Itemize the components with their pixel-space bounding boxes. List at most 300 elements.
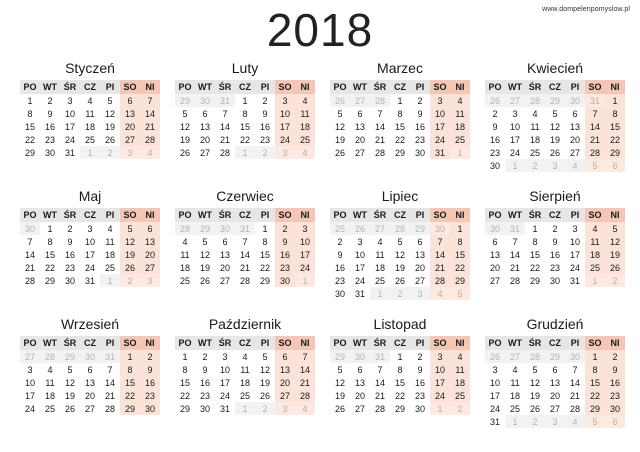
weekday-header: CZ bbox=[80, 208, 100, 222]
week-row bbox=[485, 120, 625, 133]
day-cell: 29 bbox=[450, 274, 470, 287]
weekday-header: NI bbox=[140, 80, 160, 94]
week-row bbox=[485, 248, 625, 261]
weekday-header: WT bbox=[505, 336, 525, 350]
week-row bbox=[175, 248, 315, 261]
week-row bbox=[20, 376, 160, 389]
adjacent-month-day: 2 bbox=[255, 402, 275, 415]
day-cell: 17 bbox=[64, 121, 75, 132]
month-name: Wrzesień bbox=[60, 316, 120, 332]
day-cell: 30 bbox=[414, 403, 425, 414]
week-row bbox=[330, 235, 470, 248]
adjacent-month-day: 3 bbox=[140, 274, 160, 287]
day-cell: 26 bbox=[120, 261, 140, 274]
day-cell: 7 bbox=[512, 236, 518, 247]
weekday-header: ŚR bbox=[370, 80, 390, 94]
day-cell: 29 bbox=[259, 275, 270, 286]
day-cell: 13 bbox=[354, 121, 365, 132]
day-cell: 4 bbox=[47, 364, 53, 375]
day-cell: 8 bbox=[47, 236, 53, 247]
day-cell: 27 bbox=[549, 403, 560, 414]
adjacent-month-day: 25 bbox=[330, 222, 350, 235]
weekday-header: ŚR bbox=[215, 80, 235, 94]
day-cell: 19 bbox=[334, 134, 345, 145]
day-cell: 20 bbox=[489, 262, 500, 273]
week-row bbox=[175, 133, 315, 146]
weekday-header: SO bbox=[120, 208, 140, 222]
week-row bbox=[485, 389, 625, 402]
weekday-header: WT bbox=[350, 80, 370, 94]
adjacent-month-day: 28 bbox=[370, 94, 390, 107]
day-cell: 2 bbox=[275, 222, 295, 235]
day-cell: 25 bbox=[104, 262, 115, 273]
day-cell: 29 bbox=[605, 146, 625, 159]
day-cell: 26 bbox=[179, 147, 190, 158]
adjacent-month-day: 31 bbox=[215, 94, 235, 107]
week-row bbox=[330, 146, 470, 159]
day-cell: 23 bbox=[489, 147, 500, 158]
day-cell: 26 bbox=[334, 147, 345, 158]
day-cell: 1 bbox=[585, 350, 605, 363]
day-cell: 13 bbox=[120, 107, 140, 120]
day-cell: 16 bbox=[549, 249, 560, 260]
day-cell: 16 bbox=[275, 248, 295, 261]
day-cell: 27 bbox=[354, 403, 365, 414]
adjacent-month-day: 31 bbox=[505, 222, 525, 235]
week-row bbox=[175, 402, 315, 415]
day-cell: 26 bbox=[259, 390, 270, 401]
day-cell: 15 bbox=[44, 249, 55, 260]
day-cell: 14 bbox=[569, 377, 580, 388]
weekday-header: WT bbox=[195, 80, 215, 94]
day-cell: 30 bbox=[605, 402, 625, 415]
day-cell: 20 bbox=[275, 376, 295, 389]
day-cell: 9 bbox=[275, 235, 295, 248]
day-cell: 30 bbox=[489, 160, 500, 171]
day-cell: 26 bbox=[549, 147, 560, 158]
weekday-header: CZ bbox=[390, 336, 410, 350]
week-row bbox=[485, 363, 625, 376]
day-cell: 31 bbox=[84, 275, 95, 286]
month-2 bbox=[175, 58, 315, 159]
day-cell: 2 bbox=[67, 223, 73, 234]
weekday-header: PI bbox=[100, 208, 120, 222]
day-cell: 28 bbox=[509, 275, 520, 286]
day-cell: 23 bbox=[605, 389, 625, 402]
day-cell: 16 bbox=[140, 376, 160, 389]
day-cell: 18 bbox=[239, 377, 250, 388]
week-row bbox=[175, 389, 315, 402]
weekday-header: SO bbox=[120, 336, 140, 350]
day-cell: 3 bbox=[430, 350, 450, 363]
day-cell: 31 bbox=[489, 416, 500, 427]
day-cell: 6 bbox=[417, 236, 423, 247]
day-cell: 30 bbox=[275, 274, 295, 287]
adjacent-month-day: 2 bbox=[255, 146, 275, 159]
day-cell: 12 bbox=[529, 377, 540, 388]
day-cell: 11 bbox=[240, 364, 250, 375]
week-row bbox=[175, 107, 315, 120]
month-name: Listopad bbox=[373, 316, 427, 332]
day-cell: 17 bbox=[24, 390, 35, 401]
day-cell: 14 bbox=[374, 121, 385, 132]
adjacent-month-day: 29 bbox=[60, 350, 80, 363]
week-row bbox=[485, 350, 625, 363]
day-cell: 20 bbox=[354, 134, 365, 145]
adjacent-month-day: 3 bbox=[275, 146, 295, 159]
day-cell: 23 bbox=[44, 134, 55, 145]
adjacent-month-day: 6 bbox=[605, 415, 625, 428]
weekday-header: PO bbox=[330, 80, 350, 94]
adjacent-month-day: 30 bbox=[565, 94, 585, 107]
adjacent-month-day: 26 bbox=[350, 222, 370, 235]
weekday-header: NI bbox=[295, 336, 315, 350]
day-cell: 5 bbox=[67, 364, 73, 375]
day-cell: 14 bbox=[585, 120, 605, 133]
day-cell: 1 bbox=[532, 223, 538, 234]
day-cell: 13 bbox=[549, 377, 560, 388]
weekday-header: NI bbox=[450, 336, 470, 350]
day-cell: 13 bbox=[199, 121, 210, 132]
day-cell: 28 bbox=[140, 133, 160, 146]
day-cell: 16 bbox=[334, 262, 345, 273]
weekday-header: NI bbox=[140, 208, 160, 222]
week-row bbox=[330, 376, 470, 389]
day-cell: 17 bbox=[354, 262, 365, 273]
day-cell: 9 bbox=[67, 236, 73, 247]
day-cell: 22 bbox=[394, 134, 405, 145]
weekday-header: PO bbox=[485, 336, 505, 350]
day-cell: 23 bbox=[414, 390, 425, 401]
adjacent-month-day: 28 bbox=[390, 222, 410, 235]
day-cell: 9 bbox=[140, 363, 160, 376]
adjacent-month-day: 30 bbox=[215, 222, 235, 235]
weekday-header: SO bbox=[430, 80, 450, 94]
month-11 bbox=[330, 314, 470, 415]
week-row bbox=[20, 350, 160, 363]
day-cell: 4 bbox=[450, 350, 470, 363]
day-cell: 15 bbox=[605, 120, 625, 133]
week-row bbox=[175, 146, 315, 159]
weekday-header: PO bbox=[20, 80, 40, 94]
adjacent-month-day: 4 bbox=[565, 159, 585, 172]
week-row bbox=[330, 120, 470, 133]
day-cell: 17 bbox=[219, 377, 230, 388]
day-cell: 1 bbox=[397, 351, 403, 362]
adjacent-month-day: 5 bbox=[450, 287, 470, 300]
week-row bbox=[485, 274, 625, 287]
day-cell: 16 bbox=[414, 377, 425, 388]
day-cell: 13 bbox=[140, 235, 160, 248]
weekday-header: PO bbox=[175, 80, 195, 94]
day-cell: 1 bbox=[182, 351, 188, 362]
weekday-header: PO bbox=[485, 80, 505, 94]
day-cell: 21 bbox=[374, 390, 385, 401]
day-cell: 8 bbox=[605, 107, 625, 120]
day-cell: 22 bbox=[239, 134, 250, 145]
weekday-header: WT bbox=[40, 80, 60, 94]
day-cell: 18 bbox=[450, 376, 470, 389]
adjacent-month-day: 3 bbox=[275, 402, 295, 415]
day-cell: 26 bbox=[199, 275, 210, 286]
day-cell: 5 bbox=[107, 95, 113, 106]
day-cell: 11 bbox=[585, 235, 605, 248]
weekday-header: PI bbox=[565, 208, 585, 222]
week-row bbox=[20, 120, 160, 133]
day-cell: 10 bbox=[569, 236, 580, 247]
weekday-header: WT bbox=[505, 80, 525, 94]
day-cell: 9 bbox=[417, 108, 423, 119]
day-cell: 19 bbox=[199, 262, 210, 273]
week-row bbox=[485, 146, 625, 159]
day-cell: 19 bbox=[104, 121, 115, 132]
week-row bbox=[20, 107, 160, 120]
adjacent-month-day: 2 bbox=[450, 402, 470, 415]
day-cell: 19 bbox=[259, 377, 270, 388]
adjacent-month-day: 4 bbox=[430, 287, 450, 300]
day-cell: 13 bbox=[84, 377, 95, 388]
weekday-header: PO bbox=[330, 336, 350, 350]
day-cell: 1 bbox=[605, 94, 625, 107]
day-cell: 2 bbox=[417, 351, 423, 362]
adjacent-month-day: 6 bbox=[605, 159, 625, 172]
day-cell: 13 bbox=[275, 363, 295, 376]
day-cell: 17 bbox=[430, 376, 450, 389]
day-cell: 5 bbox=[337, 364, 343, 375]
adjacent-month-day: 3 bbox=[545, 159, 565, 172]
day-cell: 16 bbox=[489, 134, 500, 145]
day-cell: 20 bbox=[569, 134, 580, 145]
week-row bbox=[485, 402, 625, 415]
day-cell: 7 bbox=[377, 108, 383, 119]
day-cell: 11 bbox=[450, 107, 470, 120]
weekday-header: WT bbox=[195, 336, 215, 350]
day-cell: 17 bbox=[430, 120, 450, 133]
day-cell: 30 bbox=[199, 403, 210, 414]
weekday-header: CZ bbox=[545, 208, 565, 222]
weekday-header: CZ bbox=[80, 336, 100, 350]
week-row bbox=[175, 274, 315, 287]
week-row bbox=[485, 235, 625, 248]
adjacent-month-day: 30 bbox=[20, 222, 40, 235]
day-cell: 23 bbox=[414, 134, 425, 145]
day-cell: 14 bbox=[295, 363, 315, 376]
weekday-header: PI bbox=[255, 336, 275, 350]
day-cell: 20 bbox=[140, 248, 160, 261]
day-cell: 5 bbox=[532, 364, 538, 375]
day-cell: 13 bbox=[414, 249, 425, 260]
weekday-header: SO bbox=[430, 336, 450, 350]
adjacent-month-day: 31 bbox=[100, 350, 120, 363]
adjacent-month-day: 27 bbox=[20, 350, 40, 363]
day-cell: 24 bbox=[354, 275, 365, 286]
weekday-header: PO bbox=[330, 208, 350, 222]
week-row bbox=[175, 350, 315, 363]
day-cell: 6 bbox=[275, 350, 295, 363]
weekday-header: NI bbox=[605, 336, 625, 350]
day-cell: 2 bbox=[552, 223, 558, 234]
day-cell: 21 bbox=[569, 390, 580, 401]
month-name: Sierpień bbox=[529, 188, 581, 204]
week-row bbox=[485, 222, 625, 235]
day-cell: 12 bbox=[259, 364, 270, 375]
adjacent-month-day: 2 bbox=[100, 146, 120, 159]
day-cell: 2 bbox=[492, 108, 498, 119]
weekday-header: ŚR bbox=[370, 208, 390, 222]
day-cell: 1 bbox=[120, 350, 140, 363]
adjacent-month-day: 30 bbox=[195, 94, 215, 107]
weekday-header: CZ bbox=[545, 336, 565, 350]
week-row bbox=[330, 274, 470, 287]
weekday-header: SO bbox=[275, 336, 295, 350]
week-row bbox=[175, 235, 315, 248]
day-cell: 21 bbox=[24, 262, 35, 273]
day-cell: 8 bbox=[27, 108, 33, 119]
weekday-header: WT bbox=[505, 208, 525, 222]
day-cell: 26 bbox=[394, 275, 405, 286]
day-cell: 10 bbox=[24, 377, 35, 388]
week-row bbox=[20, 248, 160, 261]
day-cell: 29 bbox=[24, 147, 35, 158]
month-name: Lipiec bbox=[381, 188, 419, 204]
day-cell: 17 bbox=[489, 390, 500, 401]
day-cell: 11 bbox=[510, 377, 520, 388]
day-cell: 10 bbox=[64, 108, 75, 119]
week-row bbox=[20, 363, 160, 376]
day-cell: 10 bbox=[84, 236, 95, 247]
day-cell: 5 bbox=[182, 108, 188, 119]
day-cell: 28 bbox=[374, 403, 385, 414]
day-cell: 2 bbox=[417, 95, 423, 106]
day-cell: 3 bbox=[87, 223, 93, 234]
day-cell: 9 bbox=[337, 249, 343, 260]
day-cell: 29 bbox=[179, 403, 190, 414]
weekday-header: SO bbox=[120, 80, 140, 94]
week-row bbox=[330, 107, 470, 120]
adjacent-month-day: 27 bbox=[370, 222, 390, 235]
day-cell: 29 bbox=[120, 402, 140, 415]
adjacent-month-day: 26 bbox=[485, 94, 505, 107]
week-row bbox=[175, 94, 315, 107]
day-cell: 9 bbox=[605, 363, 625, 376]
day-cell: 20 bbox=[199, 134, 210, 145]
day-cell: 23 bbox=[275, 261, 295, 274]
day-cell: 25 bbox=[44, 403, 55, 414]
week-row bbox=[330, 363, 470, 376]
weekday-header: WT bbox=[40, 336, 60, 350]
day-cell: 24 bbox=[24, 403, 35, 414]
adjacent-month-day: 3 bbox=[120, 146, 140, 159]
weekday-header: WT bbox=[350, 336, 370, 350]
month-name: Czerwiec bbox=[216, 188, 274, 204]
week-row bbox=[20, 261, 160, 274]
adjacent-month-day: 2 bbox=[390, 287, 410, 300]
weekday-header: PI bbox=[410, 208, 430, 222]
day-cell: 25 bbox=[374, 275, 385, 286]
day-cell: 24 bbox=[295, 261, 315, 274]
day-cell: 20 bbox=[84, 390, 95, 401]
day-cell: 6 bbox=[552, 364, 558, 375]
week-row bbox=[330, 389, 470, 402]
day-cell: 22 bbox=[394, 390, 405, 401]
day-cell: 20 bbox=[354, 390, 365, 401]
day-cell: 4 bbox=[450, 94, 470, 107]
day-cell: 14 bbox=[24, 249, 35, 260]
day-cell: 6 bbox=[492, 236, 498, 247]
weekday-header: PI bbox=[100, 80, 120, 94]
month-name: Grudzień bbox=[526, 316, 584, 332]
weekday-header: CZ bbox=[390, 208, 410, 222]
day-cell: 25 bbox=[585, 261, 605, 274]
day-cell: 22 bbox=[44, 262, 55, 273]
day-cell: 26 bbox=[334, 403, 345, 414]
adjacent-month-day: 27 bbox=[350, 94, 370, 107]
month-1 bbox=[20, 58, 160, 159]
adjacent-month-day: 29 bbox=[330, 350, 350, 363]
day-cell: 27 bbox=[275, 389, 295, 402]
weekday-header: PI bbox=[255, 80, 275, 94]
day-cell: 15 bbox=[24, 121, 35, 132]
weekday-header: CZ bbox=[235, 208, 255, 222]
adjacent-month-day: 28 bbox=[525, 94, 545, 107]
weekday-header: PO bbox=[175, 208, 195, 222]
day-cell: 6 bbox=[120, 94, 140, 107]
day-cell: 1 bbox=[47, 223, 53, 234]
day-cell: 11 bbox=[180, 249, 190, 260]
day-cell: 20 bbox=[219, 262, 230, 273]
week-row bbox=[20, 389, 160, 402]
day-cell: 3 bbox=[222, 351, 228, 362]
day-cell: 30 bbox=[414, 147, 425, 158]
day-cell: 27 bbox=[219, 275, 230, 286]
day-cell: 26 bbox=[529, 403, 540, 414]
weekday-header: CZ bbox=[80, 80, 100, 94]
year-title: 2018 bbox=[266, 4, 374, 56]
adjacent-month-day: 4 bbox=[295, 146, 315, 159]
week-row bbox=[485, 94, 625, 107]
day-cell: 28 bbox=[239, 275, 250, 286]
day-cell: 29 bbox=[44, 275, 55, 286]
day-cell: 10 bbox=[354, 249, 365, 260]
adjacent-month-day: 29 bbox=[195, 222, 215, 235]
adjacent-month-day: 29 bbox=[410, 222, 430, 235]
day-cell: 7 bbox=[585, 107, 605, 120]
day-cell: 25 bbox=[295, 133, 315, 146]
day-cell: 5 bbox=[337, 108, 343, 119]
adjacent-month-day: 1 bbox=[505, 415, 525, 428]
day-cell: 25 bbox=[529, 147, 540, 158]
day-cell: 12 bbox=[605, 235, 625, 248]
day-cell: 19 bbox=[64, 390, 75, 401]
day-cell: 3 bbox=[357, 236, 363, 247]
day-cell: 28 bbox=[374, 147, 385, 158]
weekday-header: ŚR bbox=[215, 208, 235, 222]
day-cell: 1 bbox=[450, 222, 470, 235]
weekday-header: PI bbox=[565, 336, 585, 350]
month-12 bbox=[485, 314, 625, 428]
day-cell: 4 bbox=[242, 351, 248, 362]
week-row bbox=[485, 415, 625, 428]
day-cell: 3 bbox=[430, 94, 450, 107]
weekday-header: SO bbox=[585, 80, 605, 94]
day-cell: 1 bbox=[397, 95, 403, 106]
day-cell: 7 bbox=[242, 236, 248, 247]
day-cell: 20 bbox=[549, 390, 560, 401]
day-cell: 24 bbox=[64, 134, 75, 145]
day-cell: 21 bbox=[239, 262, 250, 273]
day-cell: 4 bbox=[377, 236, 383, 247]
weekday-header: NI bbox=[450, 80, 470, 94]
